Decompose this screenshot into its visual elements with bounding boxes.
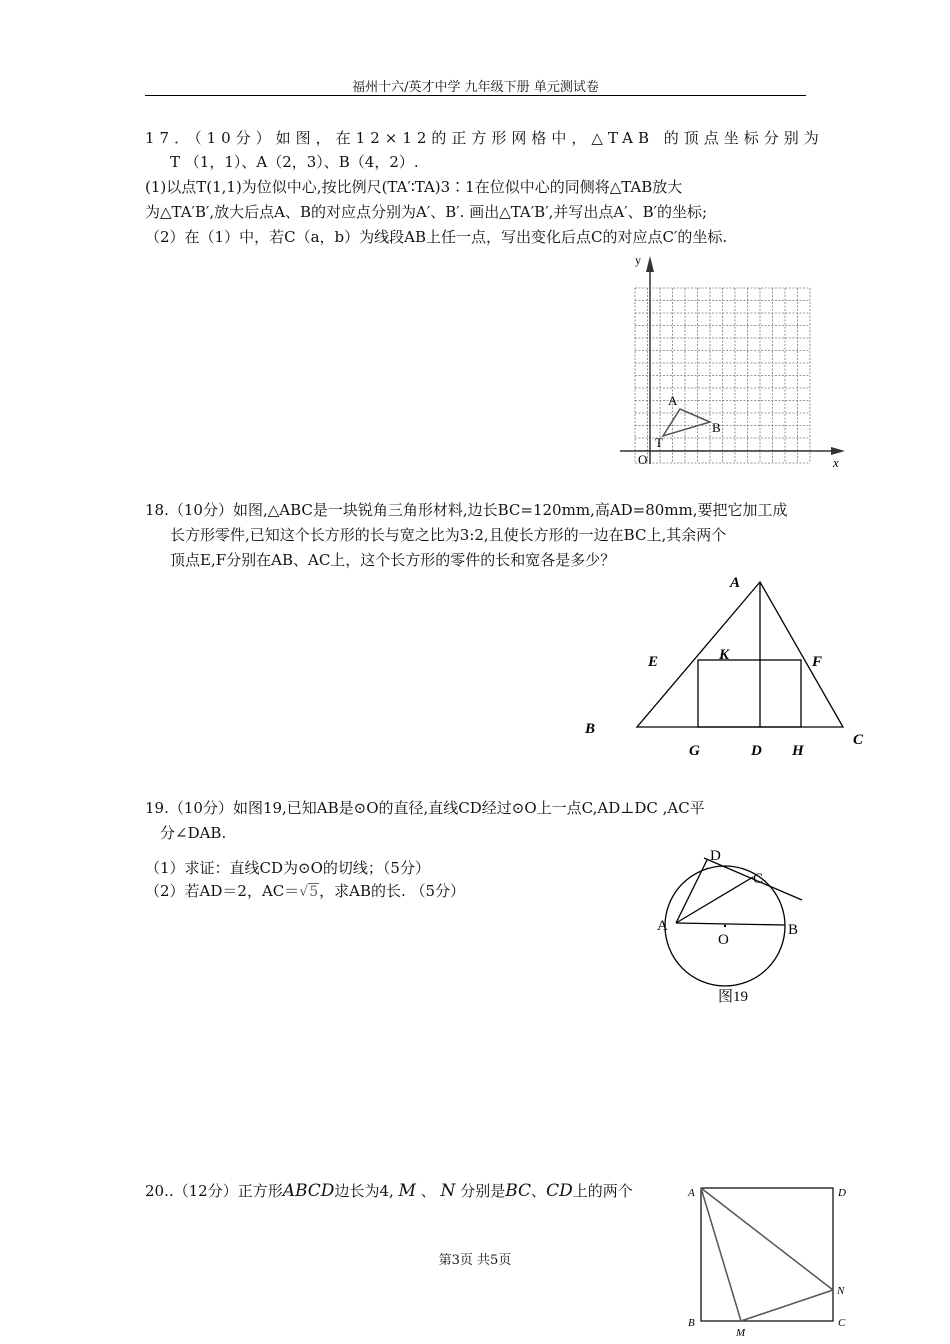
label-N: N xyxy=(837,1285,845,1297)
q18-line2: 长方形零件,已知这个长方形的长与宽之比为3:2,且使长方形的一边在BC上,其余两个 xyxy=(170,526,727,544)
segment-AN xyxy=(701,1188,833,1290)
q19-line4 xyxy=(145,881,465,902)
label-C: C xyxy=(838,1317,846,1329)
header-rule xyxy=(145,95,806,96)
y-axis-label: y xyxy=(635,253,641,267)
rectangle-EFHG xyxy=(698,660,801,727)
q19-circle-figure xyxy=(650,840,820,1015)
q20-mid2: 分别是 xyxy=(460,1182,506,1200)
q20-cd: CD xyxy=(546,1181,573,1201)
q20-bc: BC xyxy=(505,1181,532,1201)
q20-n: N xyxy=(440,1181,456,1201)
point-B-label: B xyxy=(712,420,721,435)
label-B: B xyxy=(585,721,596,737)
label-H: H xyxy=(792,743,804,759)
label-E: E xyxy=(648,654,659,670)
label-K: K xyxy=(719,647,730,663)
diameter-AB xyxy=(676,923,785,925)
figure-caption: 图19 xyxy=(718,989,749,1005)
q18-triangle-figure xyxy=(575,568,875,768)
center-dot xyxy=(724,925,726,927)
page-header: 福州十六/英才中学 九年级下册 单元测试卷 xyxy=(352,80,599,95)
q20-line1 xyxy=(145,1181,633,1201)
x-axis-arrow xyxy=(831,447,845,455)
label-D: D xyxy=(838,1187,846,1199)
label-C: C xyxy=(853,732,864,748)
segment-MN xyxy=(741,1290,833,1321)
point-A-label: A xyxy=(668,393,678,408)
label-B: B xyxy=(788,922,799,938)
x-axis-label: x xyxy=(833,455,839,470)
label-A: A xyxy=(657,918,668,934)
label-A: A xyxy=(688,1187,695,1199)
label-G: G xyxy=(689,743,700,759)
q17-line4: 为△TA′B′,放大后点A、B的对应点分别为A′、B′. 画出△TA′B′,并写出点A′、B′的坐标; xyxy=(145,203,708,221)
label-B: B xyxy=(688,1317,695,1329)
sqrt-radicand: 5 xyxy=(309,884,319,900)
q20-abcd: ABCD xyxy=(282,1181,335,1201)
q17-line2: T （1，1）、A（2，3）、B（4，2）. xyxy=(170,153,419,171)
sqrt-expression xyxy=(299,882,319,902)
q17-line1: 17．（10分）如图，在12×12的正方形网格中，△TAB 的顶点坐标分别为 xyxy=(145,129,824,147)
q20-suffix: 上的两个 xyxy=(572,1182,633,1200)
q18-line3: 顶点E,F分别在AB、AC上，这个长方形的零件的长和宽各是多少？ xyxy=(170,551,616,569)
label-A: A xyxy=(730,575,741,591)
q19-line4-part2: ，求AB的长. （5分） xyxy=(319,882,466,900)
q18-line1: 18.（10分）如图,△ABC是一块锐角三角形材料,边长BC=120mm,高AD=80mm,要把它加工成 xyxy=(145,501,788,519)
q17-grid-figure xyxy=(615,252,880,477)
point-T-label: T xyxy=(655,435,663,450)
origin-label: O xyxy=(638,452,648,467)
label-F: F xyxy=(812,654,823,670)
label-M: M xyxy=(736,1327,746,1339)
label-O: O xyxy=(718,932,729,948)
q17-line5: （2）在（1）中，若C（a，b）为线段AB上任一点，写出变化后点C的对应点C′的坐标. xyxy=(145,228,728,246)
label-D: D xyxy=(751,743,762,759)
q17-line3: (1)以点T(1,1)为位似中心,按比例尺(TA′∶TA)3∶1在位似中心的同侧将△TAB放大 xyxy=(145,178,683,196)
page-footer: 第3页 共5页 xyxy=(438,1253,512,1268)
q20-prefix: 20..（12分）正方形 xyxy=(145,1182,283,1200)
sqrt-sign: √ xyxy=(299,884,309,900)
y-axis-arrow xyxy=(646,256,654,272)
label-C: C xyxy=(753,871,764,887)
q19-line1: 19.（10分）如图19,已知AB是⊙O的直径,直线CD经过⊙O上一点C,AD⊥DC ,AC平 xyxy=(145,799,705,817)
label-D: D xyxy=(710,848,721,864)
q20-sep: 、 xyxy=(420,1182,436,1200)
q20-sep2: 、 xyxy=(531,1182,547,1200)
q20-mid1: 边长为4, xyxy=(334,1182,394,1200)
q20-m: M xyxy=(398,1181,416,1201)
q19-line4-part1: （2）若AD＝2，AC＝ xyxy=(145,882,300,900)
q19-line3: （1）求证：直线CD为⊙O的切线；（5分） xyxy=(145,859,430,877)
q19-line2: 分∠DAB. xyxy=(160,824,227,842)
